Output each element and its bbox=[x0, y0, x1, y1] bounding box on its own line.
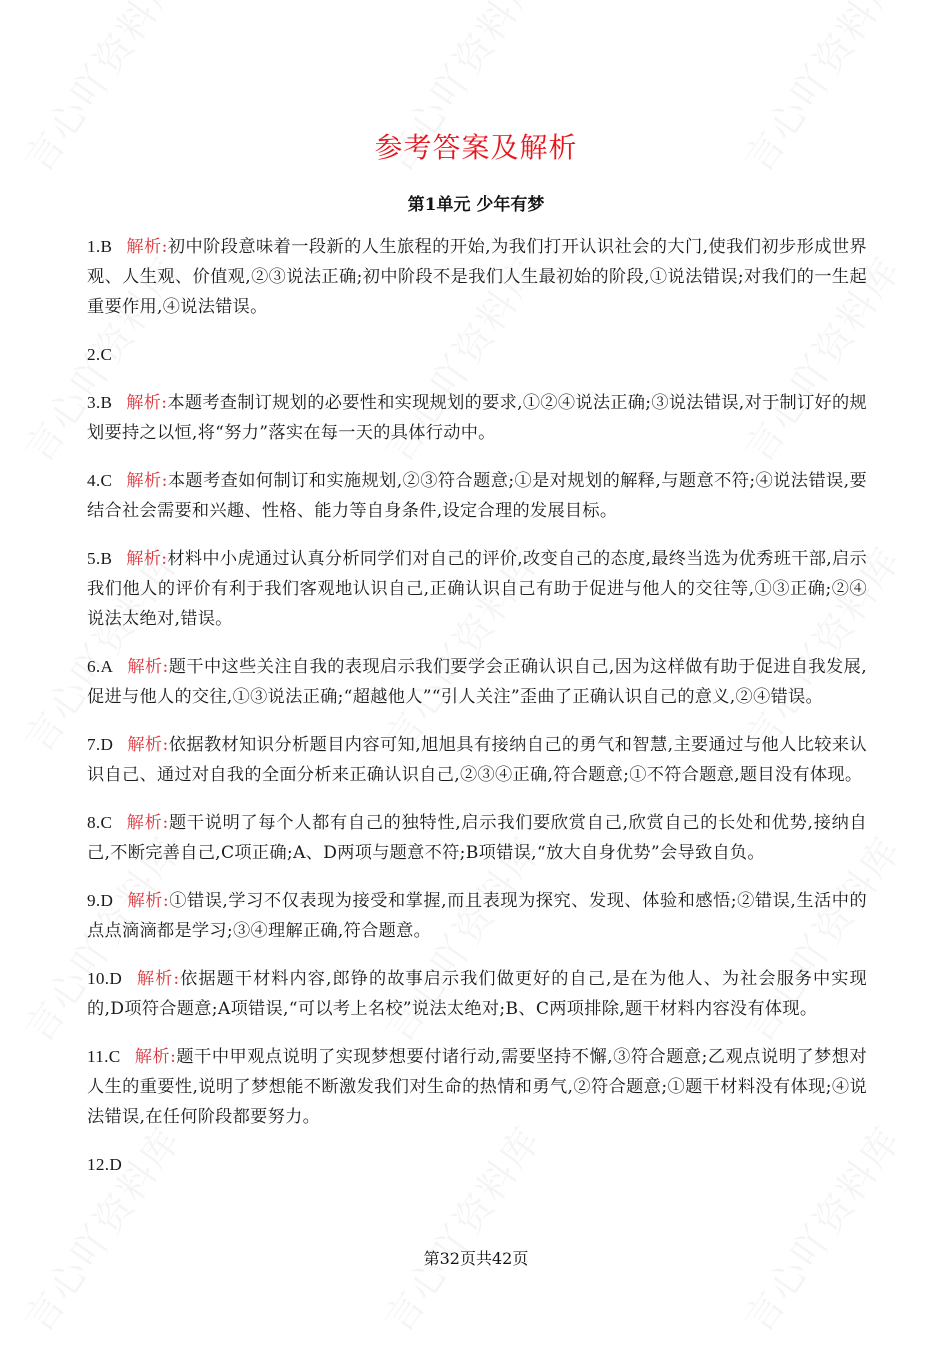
answer-text: 依据教材知识分析题目内容可知,旭旭具有接纳自己的勇气和智慧,主要通过与他人比较来认识自己、通过对自我的全面分析来正确认识自己,②③④正确,符合题意;①不符合题意,题目没有体现。 bbox=[87, 735, 867, 785]
answer-text: 本题考查制订规划的必要性和实现规划的要求,①②④说法正确;③说法错误,对于制订好的规划要持之以恒,将“努力”落实在每一天的具体行动中。 bbox=[87, 393, 867, 443]
page-number: 第32页共42页 bbox=[423, 1249, 529, 1268]
analysis-label: 解析: bbox=[127, 891, 169, 911]
answer-item-12 bbox=[87, 1150, 867, 1180]
answer-list bbox=[87, 232, 867, 1198]
analysis-label: 解析: bbox=[126, 393, 168, 413]
analysis-label: 解析: bbox=[126, 237, 168, 257]
unit-heading: 第1单元 少年有梦 bbox=[407, 195, 545, 215]
answer-text: 初中阶段意味着一段新的人生旅程的开始,为我们打开认识社会的大门,使我们初步形成世界观、人生观、价值观,②③说法正确;初中阶段不是我们人生最初始的阶段,①说法错误;对我们的一生起重要作用,④说法错误。 bbox=[87, 237, 867, 317]
analysis-label: 解析: bbox=[136, 969, 180, 989]
answer-number: 1.B bbox=[87, 237, 113, 256]
answer-text: 依据题干材料内容,郎铮的故事启示我们做更好的自己,是在为他人、为社会服务中实现的,D项符合题意;A项错误,“可以考上名校”说法太绝对;B、C两项排除,题干材料内容没有体现。 bbox=[87, 969, 867, 1019]
analysis-label: 解析: bbox=[127, 735, 169, 755]
answer-text: 题干中这些关注自我的表现启示我们要学会正确认识自己,因为这样做有助于促进自我发展,促进与他人的交往,①③说法正确;“超越他人”“引人关注”歪曲了正确认识自己的意义,②④错误。 bbox=[87, 657, 867, 707]
answer-number: 2.C bbox=[87, 345, 113, 364]
answer-item-6 bbox=[87, 652, 867, 712]
analysis-label: 解析: bbox=[127, 657, 169, 677]
answer-item-4 bbox=[87, 466, 867, 526]
analysis-label: 解析: bbox=[126, 471, 168, 491]
analysis-label: 解析: bbox=[126, 549, 168, 569]
answer-number: 7.D bbox=[87, 735, 114, 754]
answer-item-1 bbox=[87, 232, 867, 322]
answer-number: 11.C bbox=[87, 1047, 121, 1066]
answer-number: 5.B bbox=[87, 549, 113, 568]
answer-item-8 bbox=[87, 808, 867, 868]
answer-text: ①错误,学习不仅表现为接受和掌握,而且表现为探究、发现、体验和感悟;②错误,生活中的点点滴滴都是学习;③④理解正确,符合题意。 bbox=[87, 891, 867, 941]
answer-number: 8.C bbox=[87, 813, 113, 832]
answer-item-11 bbox=[87, 1042, 867, 1132]
analysis-label: 解析: bbox=[126, 813, 169, 833]
answer-number: 3.B bbox=[87, 393, 113, 412]
answer-item-2 bbox=[87, 340, 867, 370]
answer-item-10 bbox=[87, 964, 867, 1024]
answer-text: 本题考查如何制订和实施规划,②③符合题意;①是对规划的解释,与题意不符;④说法错误,要结合社会需要和兴趣、性格、能力等自身条件,设定合理的发展目标。 bbox=[87, 471, 867, 521]
analysis-label: 解析: bbox=[134, 1047, 177, 1067]
answer-text: 题干中甲观点说明了实现梦想要付诸行动,需要坚持不懈,③符合题意;乙观点说明了梦想对人生的重要性,说明了梦想能不断激发我们对生命的热情和勇气,②符合题意;①题干材料没有体现;④说法错误,在任何阶段都要努力。 bbox=[87, 1047, 867, 1127]
answer-text: 材料中小虎通过认真分析同学们对自己的评价,改变自己的态度,最终当选为优秀班干部,启示我们他人的评价有利于我们客观地认识自己,正确认识自己有助于促进与他人的交往等,①③正确;②④说法太绝对,错误。 bbox=[87, 549, 867, 629]
answer-item-7 bbox=[87, 730, 867, 790]
answer-number: 9.D bbox=[87, 891, 114, 910]
answer-number: 12.D bbox=[87, 1155, 123, 1174]
answer-item-3 bbox=[87, 388, 867, 448]
page-title: 参考答案及解析 bbox=[374, 131, 578, 164]
answer-item-9 bbox=[87, 886, 867, 946]
answer-number: 4.C bbox=[87, 471, 113, 490]
answer-number: 6.A bbox=[87, 657, 114, 676]
answer-item-5 bbox=[87, 544, 867, 634]
answer-text: 题干说明了每个人都有自己的独特性,启示我们要欣赏自己,欣赏自己的长处和优势,接纳自己,不断完善自己,C项正确;A、D两项与题意不符;B项错误,“放大自身优势”会导致自负。 bbox=[87, 813, 867, 863]
answer-number: 10.D bbox=[87, 969, 123, 988]
